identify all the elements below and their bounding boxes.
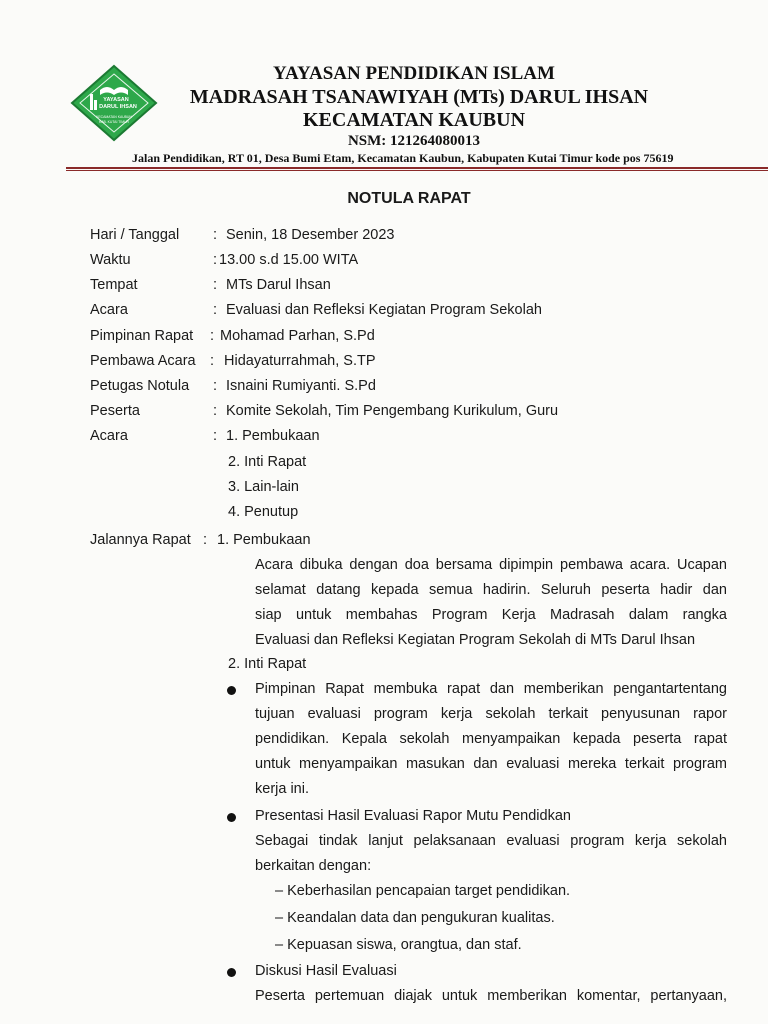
field-label: Acara <box>90 428 128 444</box>
foundation-name: YAYASAN PENDIDIKAN ISLAM <box>273 63 555 84</box>
field-colon: : <box>213 277 218 293</box>
nsm-number: NSM: 121264080013 <box>347 133 481 149</box>
field-value: 1. Pembukaan <box>226 428 320 444</box>
field-colon: : <box>213 403 218 419</box>
paragraph-line: selamat datang kepada semua hadirin. Seluruh peserta hadir dan <box>255 582 727 598</box>
field-label: Pembawa Acara <box>90 353 196 369</box>
field-colon: : <box>213 302 218 318</box>
field-label: Tempat <box>90 277 138 293</box>
dash-item: – Keandalan data dan pengukuran kualitas. <box>275 910 555 926</box>
logo-text-bottom: KECAMATAN KAUBUN <box>96 115 132 119</box>
document-title: NOTULA RAPAT <box>347 190 471 207</box>
paragraph-line: Acara dibuka dengan doa bersama dipimpin pembawa acara. Ucapan <box>255 557 727 573</box>
agenda-item: 2. Inti Rapat <box>228 454 307 470</box>
field-label: Waktu <box>90 252 131 268</box>
district-name: KECAMATAN KAUBUN <box>302 109 526 131</box>
proceedings-colon: : <box>203 532 208 548</box>
bullet-title: Diskusi Hasil Evaluasi <box>255 963 397 979</box>
bullet-icon <box>227 968 236 977</box>
field-label: Acara <box>90 302 128 318</box>
field-value: Evaluasi dan Refleksi Kegiatan Program Sekolah <box>226 302 542 318</box>
school-name: MADRASAH TSANAWIYAH (MTs) DARUL IHSAN <box>189 86 649 108</box>
field-value: MTs Darul Ihsan <box>226 277 331 293</box>
paragraph-line: berkaitan dengan: <box>255 858 372 874</box>
school-address: Jalan Pendidikan, RT 01, Desa Bumi Etam, Kecamatan Kaubun, Kabupaten Kutai Timur kode pos 75619 <box>132 151 674 165</box>
field-colon: : <box>213 227 218 243</box>
paragraph-line: kerja ini. <box>255 781 309 797</box>
field-value: Isnaini Rumiyanti. S.Pd <box>226 378 376 394</box>
agenda-item: 3. Lain-lain <box>228 479 299 495</box>
paragraph-line: Evaluasi dan Refleksi Kegiatan Program Sekolah di MTs Darul Ihsan <box>255 632 696 648</box>
field-value: Hidayaturrahmah, S.TP <box>224 353 376 369</box>
paragraph-line: siap untuk membahas Program Kerja Madrasah dalam rangka <box>255 607 727 623</box>
field-value: 13.00 s.d 15.00 WITA <box>219 252 359 268</box>
paragraph-line: Peserta pertemuan diajak untuk memberikan komentar, pertanyaan, <box>255 988 727 1004</box>
field-colon: : <box>213 428 218 444</box>
logo-text-bottom2: KAB. KUTAI TIMUR <box>98 120 130 124</box>
bullet-icon <box>227 686 236 695</box>
dash-item: – Keberhasilan pencapaian target pendidikan. <box>275 883 571 899</box>
paragraph-line: untuk menyampaikan masukan dan evaluasi mereka terkait program <box>255 756 727 772</box>
bullet-paragraph-presentation <box>255 804 727 879</box>
letterhead-rule-thin <box>66 170 768 171</box>
proceedings-item-main: 2. Inti Rapat <box>228 656 307 672</box>
logo-text-name: DARUL IHSAN <box>99 104 137 110</box>
opening-paragraph <box>255 553 727 653</box>
field-colon: : <box>213 378 218 394</box>
dash-item: – Kepuasan siswa, orangtua, dan staf. <box>275 937 522 953</box>
paragraph-line: Pimpinan Rapat membuka rapat dan memberikan pengantartentang <box>255 681 727 697</box>
bullet-paragraph-opening <box>255 677 727 802</box>
field-value: Mohamad Parhan, S.Pd <box>220 328 375 344</box>
bullet-paragraph-discussion <box>255 959 727 1009</box>
paragraph-line: pendidikan. Kepala sekolah menyampaikan kepada peserta rapat <box>255 731 727 747</box>
logo-text-top: YAYASAN <box>103 97 129 103</box>
paragraph-line: tujuan evaluasi program kerja sekolah terkait penyusunan rapor <box>255 706 727 722</box>
field-value: Komite Sekolah, Tim Pengembang Kurikulum, Guru <box>226 403 559 419</box>
field-colon: : <box>210 353 215 369</box>
field-colon: : <box>210 328 215 344</box>
field-label: Petugas Notula <box>90 378 190 394</box>
agenda-item: 4. Penutup <box>228 504 299 520</box>
paragraph-line: Sebagai tindak lanjut pelaksanaan evaluasi program kerja sekolah <box>255 833 727 849</box>
proceedings-item-opening: 1. Pembukaan <box>217 532 311 548</box>
letterhead-rule-thick <box>66 167 768 169</box>
field-label: Peserta <box>90 403 140 419</box>
bullet-title: Presentasi Hasil Evaluasi Rapor Mutu Pendidkan <box>255 808 571 824</box>
field-label: Hari / Tanggal <box>90 227 180 243</box>
proceedings-label: Jalannya Rapat <box>90 532 191 548</box>
field-value: Senin, 18 Desember 2023 <box>226 227 395 243</box>
bullet-icon <box>227 813 236 822</box>
field-label: Pimpinan Rapat <box>90 328 194 344</box>
field-colon: : <box>213 252 218 268</box>
